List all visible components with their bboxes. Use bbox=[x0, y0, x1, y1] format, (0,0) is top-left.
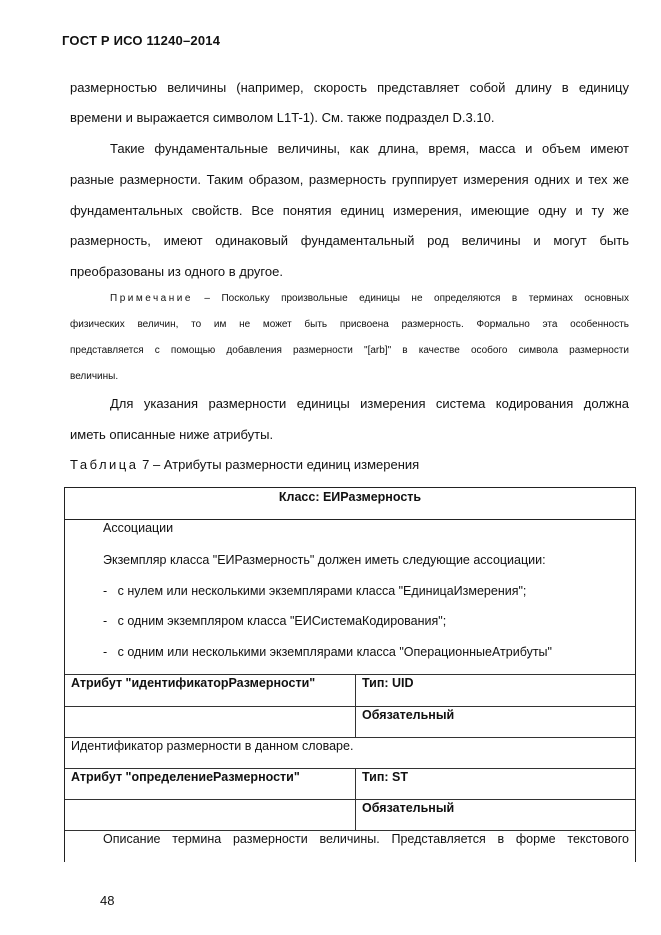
note-text: – Поскольку произвольные единицы не определяются в терминах основных bbox=[192, 293, 629, 304]
note-line: физических величин, то им не может быть присвоена размерность. Формально эта особенность bbox=[70, 319, 629, 330]
note-line bbox=[110, 286, 629, 312]
divider bbox=[65, 768, 635, 769]
class-title: Класс: ЕИРазмерность bbox=[278, 490, 422, 504]
attribute-name: Атрибут "идентификаторРазмерности" bbox=[71, 676, 316, 690]
paragraph-line: иметь описанные ниже атрибуты. bbox=[70, 427, 274, 442]
attribute-name: Атрибут "определениеРазмерности" bbox=[71, 770, 300, 784]
note-label: Примечание bbox=[110, 293, 193, 304]
table-caption-label: Таблица bbox=[70, 457, 139, 472]
note-line: величины. bbox=[70, 371, 119, 382]
association-item bbox=[103, 584, 526, 598]
divider bbox=[65, 737, 635, 738]
column-divider bbox=[355, 674, 356, 737]
attributes-table bbox=[64, 487, 636, 862]
paragraph-line: времени и выражается символом L1T-1). См. также подраздел D.3.10. bbox=[70, 110, 495, 125]
note-line: представляется с помощью добавления размерности "[arb]" в качестве особого символа размерности bbox=[70, 345, 629, 356]
association-text: с одним или несколькими экземплярами класса "ОперационныеАтрибуты" bbox=[117, 645, 552, 659]
dash: - bbox=[103, 614, 108, 628]
paragraph-line: преобразованы из одного в другое. bbox=[70, 264, 283, 279]
attribute-description: Описание термина размерности величины. Представляется в форме текстового bbox=[103, 832, 629, 846]
attribute-type: Тип: UID bbox=[362, 676, 414, 690]
associations-heading: Ассоциации bbox=[103, 521, 174, 535]
divider bbox=[65, 706, 635, 707]
divider bbox=[65, 519, 635, 520]
dash: - bbox=[103, 584, 108, 598]
paragraph-line: Для указания размерности единицы измерения система кодирования должна bbox=[110, 396, 629, 411]
column-divider bbox=[355, 768, 356, 830]
document-header: ГОСТ Р ИСО 11240–2014 bbox=[62, 33, 221, 48]
divider bbox=[65, 799, 635, 800]
page-number: 48 bbox=[100, 893, 115, 908]
association-item bbox=[103, 614, 446, 628]
association-text: с нулем или несколькими экземплярами класса "ЕдиницаИзмерения"; bbox=[117, 584, 527, 598]
attribute-description: Идентификатор размерности в данном словаре. bbox=[71, 739, 354, 753]
divider bbox=[65, 830, 635, 831]
divider bbox=[65, 674, 635, 675]
paragraph-line: фундаментальных свойств. Все понятия единиц измерения, имеющие одну и ту же bbox=[70, 203, 629, 218]
attribute-required: Обязательный bbox=[362, 708, 455, 722]
associations-intro: Экземпляр класса "ЕИРазмерность" должен иметь следующие ассоциации: bbox=[103, 553, 546, 567]
dash: - bbox=[103, 645, 108, 659]
paragraph-line: Такие фундаментальные величины, как длина, время, масса и объем имеют bbox=[110, 141, 629, 156]
attribute-required: Обязательный bbox=[362, 801, 455, 815]
table-caption-text: 7 – Атрибуты размерности единиц измерения bbox=[138, 457, 420, 472]
paragraph-line: разные размерности. Таким образом, размерность группирует измерения одних и тех же bbox=[70, 172, 629, 187]
association-item bbox=[103, 645, 552, 659]
table-caption bbox=[70, 456, 419, 474]
attribute-type: Тип: ST bbox=[362, 770, 409, 784]
association-text: с одним экземпляром класса "ЕИСистемаКодирования"; bbox=[117, 614, 447, 628]
paragraph-line: размерностью величины (например, скорость представляет собой длину в единицу bbox=[70, 80, 629, 95]
paragraph-line: размерность, имеют одинаковый фундаментальный род величины и могут быть bbox=[70, 233, 629, 248]
